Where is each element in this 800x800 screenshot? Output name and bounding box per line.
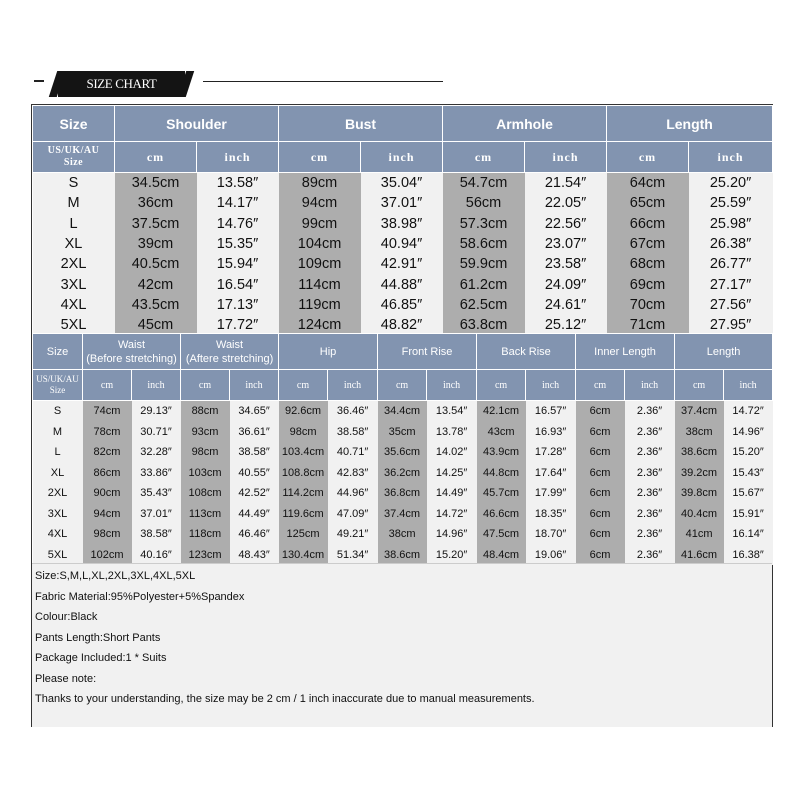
region-size-label: US/UK/AU Size [36, 374, 79, 395]
table-cell: 119cm [279, 295, 361, 315]
table-cell: 23.58″ [525, 254, 607, 274]
table-cell: 6cm [576, 422, 625, 443]
table-cell: 39cm [115, 234, 197, 254]
table-cell: 103.4cm [279, 442, 328, 463]
table-cell: 25.98″ [689, 214, 773, 234]
table-cell: 24.61″ [525, 295, 607, 315]
note-line: Colour:Black [35, 611, 98, 623]
table-cell: 14.25″ [427, 463, 477, 484]
table-row [33, 295, 773, 315]
table-cell: 37.01″ [132, 504, 181, 525]
table-cell: 45cm [115, 315, 197, 335]
unit-label: inch [197, 142, 279, 173]
table-cell: 36.2cm [378, 463, 427, 484]
table-cell: 18.70″ [526, 524, 576, 545]
table-cell: 40.5cm [115, 254, 197, 274]
table-cell: 22.56″ [525, 214, 607, 234]
table-cell: 16.38″ [724, 545, 773, 566]
table-cell: 124cm [279, 315, 361, 335]
table-cell: 35.04″ [361, 173, 443, 194]
table-cell: 34.4cm [378, 401, 427, 422]
table-cell: 67cm [607, 234, 689, 254]
table-cell: 6cm [576, 401, 625, 422]
table-cell: 78cm [83, 422, 132, 443]
table-cell: 94cm [279, 193, 361, 213]
table-cell: 114.2cm [279, 483, 328, 504]
table-row [33, 401, 773, 422]
table-cell: 39.8cm [675, 483, 724, 504]
table-cell: 59.9cm [443, 254, 525, 274]
size-cell: S [33, 173, 115, 194]
table-cell: 17.13″ [197, 295, 279, 315]
size-cell: 3XL [33, 274, 115, 294]
table-cell: 46.46″ [230, 524, 279, 545]
table-cell: 42.52″ [230, 483, 279, 504]
table-cell: 25.12″ [525, 315, 607, 335]
table-row [33, 173, 773, 194]
table-cell: 15.20″ [724, 442, 773, 463]
table-cell: 42.83″ [328, 463, 378, 484]
table-cell: 34.5cm [115, 173, 197, 194]
header-back-rise: Back Rise [477, 334, 576, 370]
unit-label: cm [477, 370, 526, 401]
table-cell: 113cm [181, 504, 230, 525]
table-cell: 47.5cm [477, 524, 526, 545]
unit-label: cm [181, 370, 230, 401]
unit-label: inch [625, 370, 675, 401]
unit-label: cm [378, 370, 427, 401]
table-cell: 17.64″ [526, 463, 576, 484]
table-cell: 40.16″ [132, 545, 181, 566]
header-inner-length: Inner Length [576, 334, 675, 370]
table-row [33, 504, 773, 525]
top-size-table [32, 105, 773, 335]
table-cell: 21.54″ [525, 173, 607, 194]
table-cell: 123cm [181, 545, 230, 566]
table-cell: 24.09″ [525, 274, 607, 294]
table-cell: 17.28″ [526, 442, 576, 463]
table-cell: 130.4cm [279, 545, 328, 566]
table-cell: 44.96″ [328, 483, 378, 504]
table-cell: 15.67″ [724, 483, 773, 504]
unit-label: cm [576, 370, 625, 401]
table-cell: 42cm [115, 274, 197, 294]
table-cell: 35.6cm [378, 442, 427, 463]
table-cell: 6cm [576, 524, 625, 545]
table-cell: 36.46″ [328, 401, 378, 422]
unit-label: inch [132, 370, 181, 401]
note-line: Size:S,M,L,XL,2XL,3XL,4XL,5XL [35, 570, 196, 582]
header-region-size [33, 370, 83, 401]
note-line: Pants Length:Short Pants [35, 631, 161, 644]
table-cell: 38.6cm [675, 442, 724, 463]
table-cell: 35.43″ [132, 483, 181, 504]
table-cell: 13.54″ [427, 401, 477, 422]
table-cell: 25.20″ [689, 173, 773, 194]
unit-label: cm [279, 142, 361, 173]
table-cell: 66cm [607, 214, 689, 234]
table-cell: 18.35″ [526, 504, 576, 525]
size-cell: 2XL [33, 483, 83, 504]
table-cell: 98cm [279, 422, 328, 443]
table-cell: 38.6cm [378, 545, 427, 566]
table-cell: 109cm [279, 254, 361, 274]
table-cell: 42.91″ [361, 254, 443, 274]
table-cell: 92.6cm [279, 401, 328, 422]
table-cell: 49.21″ [328, 524, 378, 545]
table-cell: 48.82″ [361, 315, 443, 335]
header-dash [34, 80, 44, 82]
header-waist-after: Waist (Aftere stretching) [181, 334, 279, 370]
unit-label: cm [607, 142, 689, 173]
note-line: Package Included:1 * Suits [35, 652, 167, 664]
table-cell: 38.58″ [230, 442, 279, 463]
table-cell: 119.6cm [279, 504, 328, 525]
unit-label: inch [230, 370, 279, 401]
table-cell: 15.91″ [724, 504, 773, 525]
table-cell: 63.8cm [443, 315, 525, 335]
size-cell: M [33, 193, 115, 213]
table-cell: 98cm [181, 442, 230, 463]
table-cell: 82cm [83, 442, 132, 463]
table-cell: 26.38″ [689, 234, 773, 254]
header-size: Size [33, 334, 83, 370]
table-cell: 69cm [607, 274, 689, 294]
table-cell: 15.94″ [197, 254, 279, 274]
table-cell: 46.6cm [477, 504, 526, 525]
table-cell: 44.88″ [361, 274, 443, 294]
size-cell: 4XL [33, 524, 83, 545]
table-cell: 56cm [443, 193, 525, 213]
top-table-unit-row [33, 142, 773, 173]
table-cell: 26.77″ [689, 254, 773, 274]
size-cell: 5XL [33, 545, 83, 566]
size-cell: S [33, 401, 83, 422]
table-cell: 93cm [181, 422, 230, 443]
table-cell: 39.2cm [675, 463, 724, 484]
table-cell: 38.58″ [132, 524, 181, 545]
table-cell: 30.71″ [132, 422, 181, 443]
unit-label: cm [115, 142, 197, 173]
table-cell: 44.8cm [477, 463, 526, 484]
table-cell: 38.58″ [328, 422, 378, 443]
table-cell: 42.1cm [477, 401, 526, 422]
unit-label: cm [675, 370, 724, 401]
table-cell: 89cm [279, 173, 361, 194]
table-row [33, 422, 773, 443]
size-cell: L [33, 442, 83, 463]
table-cell: 37.4cm [378, 504, 427, 525]
table-cell: 64cm [607, 173, 689, 194]
note-line: Fabric Material:95%Polyester+5%Spandex [35, 590, 245, 603]
size-cell: 4XL [33, 295, 115, 315]
table-cell: 62.5cm [443, 295, 525, 315]
table-cell: 104cm [279, 234, 361, 254]
table-cell: 48.43″ [230, 545, 279, 566]
table-cell: 27.17″ [689, 274, 773, 294]
table-row [33, 483, 773, 504]
size-cell: 2XL [33, 254, 115, 274]
table-cell: 14.49″ [427, 483, 477, 504]
header-bust: Bust [279, 106, 443, 142]
table-cell: 2.36″ [625, 463, 675, 484]
table-cell: 68cm [607, 254, 689, 274]
table-cell: 38.98″ [361, 214, 443, 234]
table-cell: 102cm [83, 545, 132, 566]
table-cell: 54.7cm [443, 173, 525, 194]
header-size: Size [33, 106, 115, 142]
table-cell: 2.36″ [625, 422, 675, 443]
table-cell: 70cm [607, 295, 689, 315]
header-armhole: Armhole [443, 106, 607, 142]
pants-size-table [32, 333, 773, 565]
table-cell: 74cm [83, 401, 132, 422]
table-cell: 36.61″ [230, 422, 279, 443]
table-cell: 14.96″ [427, 524, 477, 545]
table-cell: 27.95″ [689, 315, 773, 335]
table-cell: 22.05″ [525, 193, 607, 213]
table-cell: 40.4cm [675, 504, 724, 525]
table-cell: 23.07″ [525, 234, 607, 254]
table-cell: 40.55″ [230, 463, 279, 484]
note-line: Thanks to your understanding, the size may be 2 cm / 1 inch inaccurate due to manual measurements. [35, 693, 535, 705]
table-cell: 108.8cm [279, 463, 328, 484]
table-cell: 65cm [607, 193, 689, 213]
table-row [33, 234, 773, 254]
size-cell: XL [33, 463, 83, 484]
table-row [33, 274, 773, 294]
unit-label: cm [443, 142, 525, 173]
header-waist-before: Waist (Before stretching) [83, 334, 181, 370]
table-cell: 13.58″ [197, 173, 279, 194]
table-cell: 25.59″ [689, 193, 773, 213]
table-cell: 88cm [181, 401, 230, 422]
header-rule [203, 81, 443, 82]
table-cell: 16.57″ [526, 401, 576, 422]
table-cell: 94cm [83, 504, 132, 525]
header-front-rise: Front Rise [378, 334, 477, 370]
table-cell: 27.56″ [689, 295, 773, 315]
note-line: Please note: [35, 672, 97, 685]
size-cell: XL [33, 234, 115, 254]
table-cell: 48.4cm [477, 545, 526, 566]
table-cell: 15.20″ [427, 545, 477, 566]
table-cell: 14.02″ [427, 442, 477, 463]
table-cell: 46.85″ [361, 295, 443, 315]
table-row [33, 254, 773, 274]
table-cell: 14.76″ [197, 214, 279, 234]
header-length: Length [675, 334, 773, 370]
table-cell: 114cm [279, 274, 361, 294]
unit-label: inch [689, 142, 773, 173]
unit-label: cm [83, 370, 132, 401]
table-cell: 40.94″ [361, 234, 443, 254]
table-cell: 37.4cm [675, 401, 724, 422]
table-cell: 41.6cm [675, 545, 724, 566]
table-cell: 45.7cm [477, 483, 526, 504]
unit-label: inch [328, 370, 378, 401]
table-cell: 118cm [181, 524, 230, 545]
table-cell: 41cm [675, 524, 724, 545]
table-cell: 35cm [378, 422, 427, 443]
table-cell: 2.36″ [625, 442, 675, 463]
table-cell: 34.65″ [230, 401, 279, 422]
table-cell: 15.35″ [197, 234, 279, 254]
table-cell: 43.9cm [477, 442, 526, 463]
table-cell: 13.78″ [427, 422, 477, 443]
table-cell: 33.86″ [132, 463, 181, 484]
table-cell: 36.8cm [378, 483, 427, 504]
table-cell: 44.49″ [230, 504, 279, 525]
unit-label: cm [279, 370, 328, 401]
unit-label: inch [427, 370, 477, 401]
table-row [33, 545, 773, 566]
table-cell: 17.99″ [526, 483, 576, 504]
table-cell: 14.72″ [427, 504, 477, 525]
size-chart-badge: SIZE CHART [58, 71, 185, 97]
table-cell: 90cm [83, 483, 132, 504]
table-cell: 2.36″ [625, 483, 675, 504]
table-cell: 37.5cm [115, 214, 197, 234]
table-cell: 14.17″ [197, 193, 279, 213]
table-cell: 61.2cm [443, 274, 525, 294]
table-cell: 2.36″ [625, 545, 675, 566]
table-cell: 51.34″ [328, 545, 378, 566]
table-cell: 2.36″ [625, 524, 675, 545]
table-cell: 14.96″ [724, 422, 773, 443]
table-cell: 14.72″ [724, 401, 773, 422]
table-cell: 125cm [279, 524, 328, 545]
table-row [33, 524, 773, 545]
header-shoulder: Shoulder [115, 106, 279, 142]
table-cell: 6cm [576, 483, 625, 504]
table-cell: 37.01″ [361, 193, 443, 213]
header-hip: Hip [279, 334, 378, 370]
table-cell: 71cm [607, 315, 689, 335]
table-cell: 15.43″ [724, 463, 773, 484]
size-cell: M [33, 422, 83, 443]
table-cell: 57.3cm [443, 214, 525, 234]
table-cell: 6cm [576, 504, 625, 525]
header-region-size [33, 142, 115, 173]
table-cell: 2.36″ [625, 401, 675, 422]
header-length: Length [607, 106, 773, 142]
size-cell: 5XL [33, 315, 115, 335]
table-cell: 43cm [477, 422, 526, 443]
table-cell: 38cm [675, 422, 724, 443]
top-table-header-row [33, 106, 773, 142]
pants-table-body [33, 401, 773, 566]
table-cell: 103cm [181, 463, 230, 484]
pants-table-header-row [33, 334, 773, 370]
table-cell: 38cm [378, 524, 427, 545]
table-cell: 99cm [279, 214, 361, 234]
table-cell: 2.36″ [625, 504, 675, 525]
size-cell: L [33, 214, 115, 234]
top-table-body [33, 173, 773, 336]
table-cell: 16.54″ [197, 274, 279, 294]
table-row [33, 214, 773, 234]
table-cell: 6cm [576, 442, 625, 463]
table-cell: 108cm [181, 483, 230, 504]
pants-table-unit-row [33, 370, 773, 401]
table-cell: 58.6cm [443, 234, 525, 254]
unit-label: inch [526, 370, 576, 401]
table-cell: 36cm [115, 193, 197, 213]
unit-label: inch [361, 142, 443, 173]
table-cell: 32.28″ [132, 442, 181, 463]
table-cell: 40.71″ [328, 442, 378, 463]
table-cell: 17.72″ [197, 315, 279, 335]
table-cell: 16.14″ [724, 524, 773, 545]
table-row [33, 463, 773, 484]
table-cell: 6cm [576, 463, 625, 484]
table-cell: 98cm [83, 524, 132, 545]
table-cell: 29.13″ [132, 401, 181, 422]
table-cell: 16.93″ [526, 422, 576, 443]
table-row [33, 193, 773, 213]
size-cell: 3XL [33, 504, 83, 525]
table-cell: 19.06″ [526, 545, 576, 566]
table-cell: 6cm [576, 545, 625, 566]
table-row [33, 442, 773, 463]
table-cell: 86cm [83, 463, 132, 484]
unit-label: inch [525, 142, 607, 173]
table-cell: 47.09″ [328, 504, 378, 525]
product-notes [32, 563, 772, 727]
table-cell: 43.5cm [115, 295, 197, 315]
unit-label: inch [724, 370, 773, 401]
region-size-label: US/UK/AU Size [47, 145, 100, 168]
